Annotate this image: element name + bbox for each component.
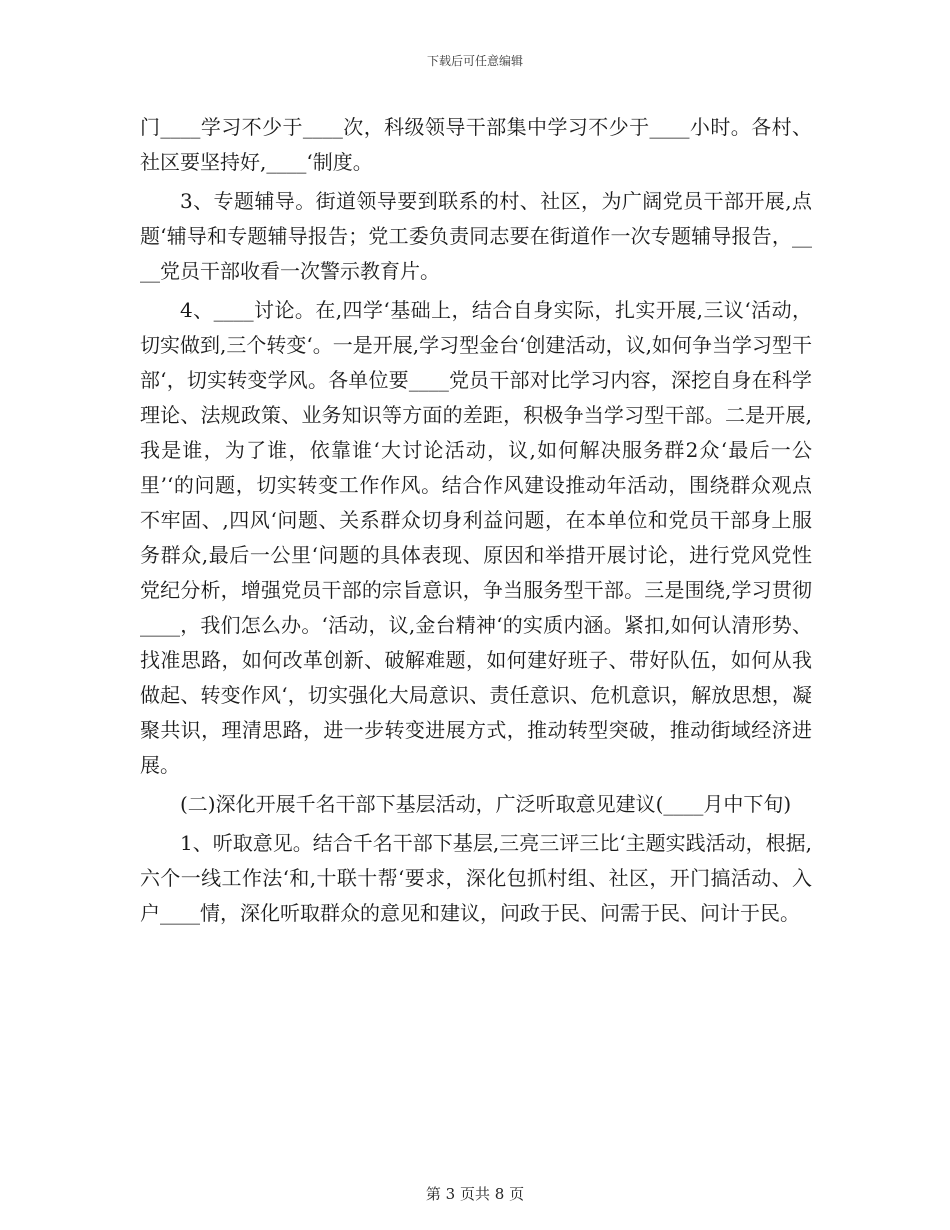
paragraph-5: 1、听取意见。结合千名干部下基层,三亮三评三比‘主题实践活动，根据,六个一线工作法‘和,十联十帮‘要求，深化包抓村组、社区，开门搞活动、入户____情，深化听取群众的意见和建议，问政于民、问需于民、问计于民。 xyxy=(140,831,812,925)
paragraph-2: 3、专题辅导。街道领导要到联系的村、社区，为广阔党员干部开展,点题‘辅导和专题辅导报告；党工委负责同志要在街道作一次专题辅导报告，____党员干部收看一次警示教育片。 xyxy=(140,189,812,283)
paragraph-4: (二)深化开展千名干部下基层活动，广泛听取意见建议(____月中下旬) xyxy=(180,792,792,816)
paragraph-1: 门____学习不少于____次，科级领导干部集中学习不少于____小时。各村、社区要坚持好,____‘制度。 xyxy=(140,115,812,174)
paragraph-3: 4、____讨论。在,四学‘基础上，结合自身实际，扎实开展,三议‘活动，切实做到,三个转变‘。一是开展,学习型金台‘创建活动，议,如何争当学习型干部‘，切实转变学风。各单位要____党员干部对比学习内容，深挖自身在科学理论、法规政策、业务知识等方面的差距，积极争当学习型干部。二是开展,我是谁，为了谁，依靠谁‘大讨论活动，议,如何解决服务群2众‘最后一公里’‘的问题，切实转变工作作风。结合作风建设推动年活动，围绕群众观点不牢固、,四风‘问题、关系群众切身利益问题，在本单位和党员干部身上服务群众,最后一公里‘问题的具体表现、原因和举措开展讨论，进行党风党性党纪分析，增强党员干部的宗旨意识，争当服务型干部。三是围绕,学习贯彻____，我们怎么办。‘活动，议,金台精神‘的实质内涵。紧扣,如何认清形势、找准思路，如何改革创新、破解难题，如何建好班子、带好队伍，如何从我做起、转变作风‘，切实强化大局意识、责任意识、危机意识，解放思想，凝聚共识，理清思路，进一步转变进展方式，推动转型突破，推动街域经济进展。 xyxy=(140,298,812,777)
page-header: 下载后可任意编辑 xyxy=(426,54,523,68)
document-body xyxy=(140,110,812,935)
page-footer: 第 3 页共 8 页 xyxy=(425,1185,525,1203)
